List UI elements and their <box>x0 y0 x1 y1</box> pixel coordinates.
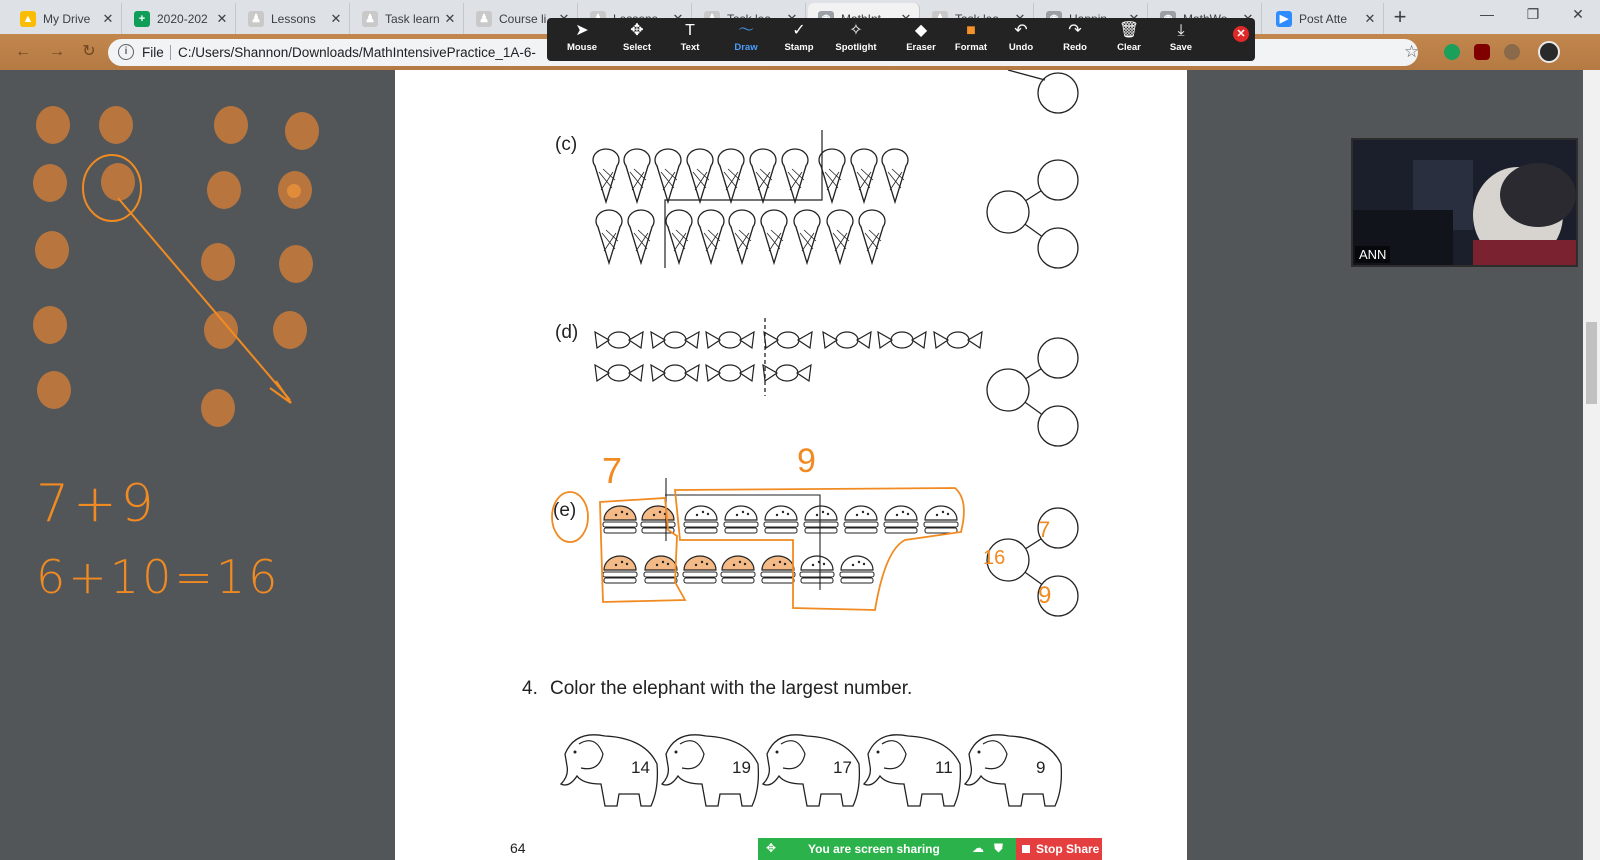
worksheet-illustrations <box>395 70 1187 860</box>
participant-name: ANN <box>1355 246 1390 263</box>
file-scheme-label: File <box>142 45 164 60</box>
trash-icon: 🗑 <box>1118 22 1140 39</box>
scrollbar-thumb[interactable] <box>1586 322 1597 404</box>
ice-cream-cone <box>882 149 908 202</box>
pdf-page <box>395 70 1187 860</box>
tool-mouse[interactable] <box>554 18 610 61</box>
burger <box>724 506 758 533</box>
drive-icon: ▲ <box>20 11 36 27</box>
ice-cream-cone <box>782 149 808 202</box>
screen-sharing-status: You are screen sharing <box>808 842 940 856</box>
ink-dot <box>101 163 135 201</box>
ice-cream-cone <box>750 149 776 202</box>
bond-part2-value: 9 <box>1038 582 1052 609</box>
tab-close-icon[interactable]: ✕ <box>330 10 342 26</box>
tool-label: Select <box>623 42 651 53</box>
tab-title: Lessons <box>271 11 316 26</box>
ink-dot <box>207 171 241 209</box>
stop-share-button[interactable] <box>1016 838 1102 860</box>
tool-label: Redo <box>1063 42 1087 53</box>
tool-label: Draw <box>734 42 758 53</box>
seesaw-icon: ♟ <box>476 11 492 27</box>
tool-label: Stamp <box>784 42 814 53</box>
ice-cream-cone <box>827 210 853 263</box>
label-d: (d) <box>555 322 579 343</box>
label-e: (e) <box>553 500 577 521</box>
minimize-icon[interactable]: — <box>1480 6 1494 22</box>
elephant-number: 11 <box>935 758 953 777</box>
ink-dot <box>36 106 70 144</box>
tab-title: Course li <box>499 11 547 26</box>
burger <box>924 506 958 533</box>
candy <box>934 332 982 348</box>
vertical-scrollbar[interactable] <box>1583 70 1600 860</box>
number-bond-d <box>987 338 1078 446</box>
ink-equation-1: 7+9 <box>36 474 158 534</box>
draw-squiggle-icon: 〜 <box>737 22 754 39</box>
format-color-icon: ■ <box>966 22 976 39</box>
candy <box>706 332 754 348</box>
tab-close-icon[interactable]: ✕ <box>1364 10 1376 26</box>
new-tab-button[interactable]: + <box>1393 4 1407 29</box>
candy <box>823 332 871 348</box>
burger <box>644 556 678 583</box>
candy <box>764 332 812 348</box>
url-text[interactable]: C:/Users/Shannon/Downloads/MathIntensivePractice_1A-6- <box>178 45 536 60</box>
forward-arrow-icon[interactable]: → <box>49 43 65 60</box>
tab-close-icon[interactable]: ✕ <box>216 10 228 26</box>
ice-cream-cone <box>729 210 755 263</box>
screen-sharing-bar[interactable] <box>758 838 1016 860</box>
ice-cream-cone <box>698 210 724 263</box>
whiteboard-drawing <box>0 0 395 860</box>
burger <box>721 556 755 583</box>
ink-dot <box>287 184 301 198</box>
candy <box>595 365 643 381</box>
burger <box>684 506 718 533</box>
tool-label: Eraser <box>906 42 936 53</box>
cloud-icon: ☁ <box>972 841 984 855</box>
ink-dot <box>279 245 313 283</box>
burger <box>603 556 637 583</box>
question-4-text: Color the elephant with the largest number. <box>550 678 913 699</box>
tool-label: Spotlight <box>835 42 877 53</box>
ink-dot <box>273 311 307 349</box>
annotation-toolbar <box>547 18 1255 61</box>
bond-circle-top <box>1038 73 1078 113</box>
tool-spotlight[interactable] <box>828 18 884 61</box>
burger <box>800 556 834 583</box>
ink-annotation-7: 7 <box>602 450 623 491</box>
ice-cream-cone <box>794 210 820 263</box>
tool-redo[interactable] <box>1047 18 1103 61</box>
shield-icon: ⛊ <box>994 841 1004 855</box>
ice-cream-cone <box>819 149 845 202</box>
ink-dot <box>35 231 69 269</box>
tool-label: Text <box>680 42 700 53</box>
elephant-number: 9 <box>1036 758 1046 777</box>
candy <box>595 332 643 348</box>
tool-label: Undo <box>1008 42 1034 53</box>
tool-label: Mouse <box>566 42 598 53</box>
tab-close-icon[interactable]: ✕ <box>444 10 456 26</box>
candy <box>878 332 926 348</box>
tool-format[interactable] <box>943 18 999 61</box>
share-grip-icon[interactable]: ✥ <box>766 841 777 855</box>
redo-icon: ↷ <box>1068 22 1082 39</box>
tool-eraser[interactable] <box>893 18 949 61</box>
tool-select[interactable] <box>609 18 665 61</box>
ink-dot <box>99 106 133 144</box>
tab-title: My Drive <box>43 11 91 26</box>
checkmark-icon: ✓ <box>792 22 806 39</box>
ink-annotation-9: 9 <box>797 442 816 480</box>
ice-cream-cone <box>628 210 654 263</box>
close-window-icon[interactable]: ✕ <box>1572 6 1584 22</box>
tool-stamp[interactable] <box>771 18 827 61</box>
bond-part1-value: 7 <box>1038 517 1051 542</box>
ink-dot <box>285 112 319 150</box>
ink-arrow-line <box>118 198 290 400</box>
burger <box>603 506 637 533</box>
tab-title: Task learn <box>385 11 440 26</box>
undo-icon: ↶ <box>1014 22 1028 39</box>
ink-dot <box>33 306 67 344</box>
tab-title: Post Atte <box>1299 11 1348 26</box>
candy <box>651 332 699 348</box>
page-number: 64 <box>510 840 526 856</box>
tab-title: 2020-202 <box>157 11 208 26</box>
burger <box>764 506 798 533</box>
burger <box>761 556 795 583</box>
burger <box>683 556 717 583</box>
ink-arrowhead <box>270 381 291 403</box>
ice-cream-cone <box>851 149 877 202</box>
back-arrow-icon[interactable]: ← <box>15 43 31 60</box>
burger <box>844 506 878 533</box>
eraser-icon: ◆ <box>914 22 928 39</box>
label-c: (c) <box>555 134 578 155</box>
tool-label: Format <box>954 42 988 53</box>
close-annotation-button[interactable]: ✕ <box>1233 26 1249 42</box>
elephant-number: 17 <box>833 758 852 777</box>
tool-text[interactable] <box>662 18 718 61</box>
ink-dot <box>201 389 235 427</box>
candy <box>651 365 699 381</box>
ice-cream-cone <box>761 210 787 263</box>
ink-dot <box>204 311 238 349</box>
ice-cream-cone <box>624 149 650 202</box>
ice-cream-cone <box>666 210 692 263</box>
restore-icon[interactable]: ❐ <box>1526 6 1540 22</box>
ink-dot <box>37 371 71 409</box>
ice-cream-cone <box>596 210 622 263</box>
burger <box>884 506 918 533</box>
reload-icon[interactable]: ↻ <box>82 43 96 60</box>
mouse-pointer-icon: ➤ <box>575 22 589 39</box>
tool-clear[interactable] <box>1101 18 1157 61</box>
move-icon: ✥ <box>630 22 644 39</box>
ice-cream-cone <box>687 149 713 202</box>
info-icon[interactable]: i <box>118 44 134 60</box>
ice-cream-cone <box>718 149 744 202</box>
save-download-icon: ⤓ <box>1177 22 1185 39</box>
question-4-number: 4. <box>522 678 538 699</box>
ublock-extension-icon[interactable] <box>1474 44 1490 60</box>
seesaw-icon: ♟ <box>248 11 264 27</box>
tool-save[interactable] <box>1153 18 1209 61</box>
tool-label: Clear <box>1117 42 1141 53</box>
bookmark-star-icon[interactable]: ☆ <box>1404 42 1420 61</box>
candy <box>706 365 754 381</box>
ice-cream-cone <box>655 149 681 202</box>
candy <box>763 365 811 381</box>
bond-line <box>1008 70 1045 80</box>
stop-share-label: Stop Share <box>1036 842 1100 856</box>
stop-square-icon <box>1022 845 1030 853</box>
ink-dot <box>201 243 235 281</box>
elephant-number: 19 <box>732 758 751 777</box>
tool-undo[interactable] <box>993 18 1049 61</box>
participant-video[interactable] <box>1351 138 1578 267</box>
bond-whole-value: 16 <box>983 547 1006 569</box>
number-bond-c <box>987 160 1078 268</box>
puzzle-extension-icon[interactable] <box>1504 44 1520 60</box>
ink-equation-2: 6+10=16 <box>36 550 281 604</box>
browser-tab[interactable] <box>1266 3 1384 34</box>
elephant-number: 14 <box>631 758 650 777</box>
sheets-icon: + <box>134 11 150 27</box>
burger <box>641 506 675 533</box>
seesaw-icon: ♟ <box>362 11 378 27</box>
profile-avatar[interactable] <box>1538 41 1560 63</box>
ice-cream-cone <box>593 149 619 202</box>
burger <box>804 506 838 533</box>
burger <box>840 556 874 583</box>
tab-close-icon[interactable]: ✕ <box>102 10 114 26</box>
elephant <box>965 735 1061 806</box>
ink-dot <box>33 164 67 202</box>
text-icon: T <box>685 22 695 39</box>
ink-dot <box>214 106 248 144</box>
zoom-icon: ▶ <box>1276 11 1292 27</box>
spotlight-wand-icon: ✧ <box>849 22 863 39</box>
ice-cream-cone <box>859 210 885 263</box>
tool-label: Save <box>1169 42 1193 53</box>
green-extension-icon[interactable] <box>1444 44 1460 60</box>
tool-draw[interactable] <box>718 18 774 61</box>
